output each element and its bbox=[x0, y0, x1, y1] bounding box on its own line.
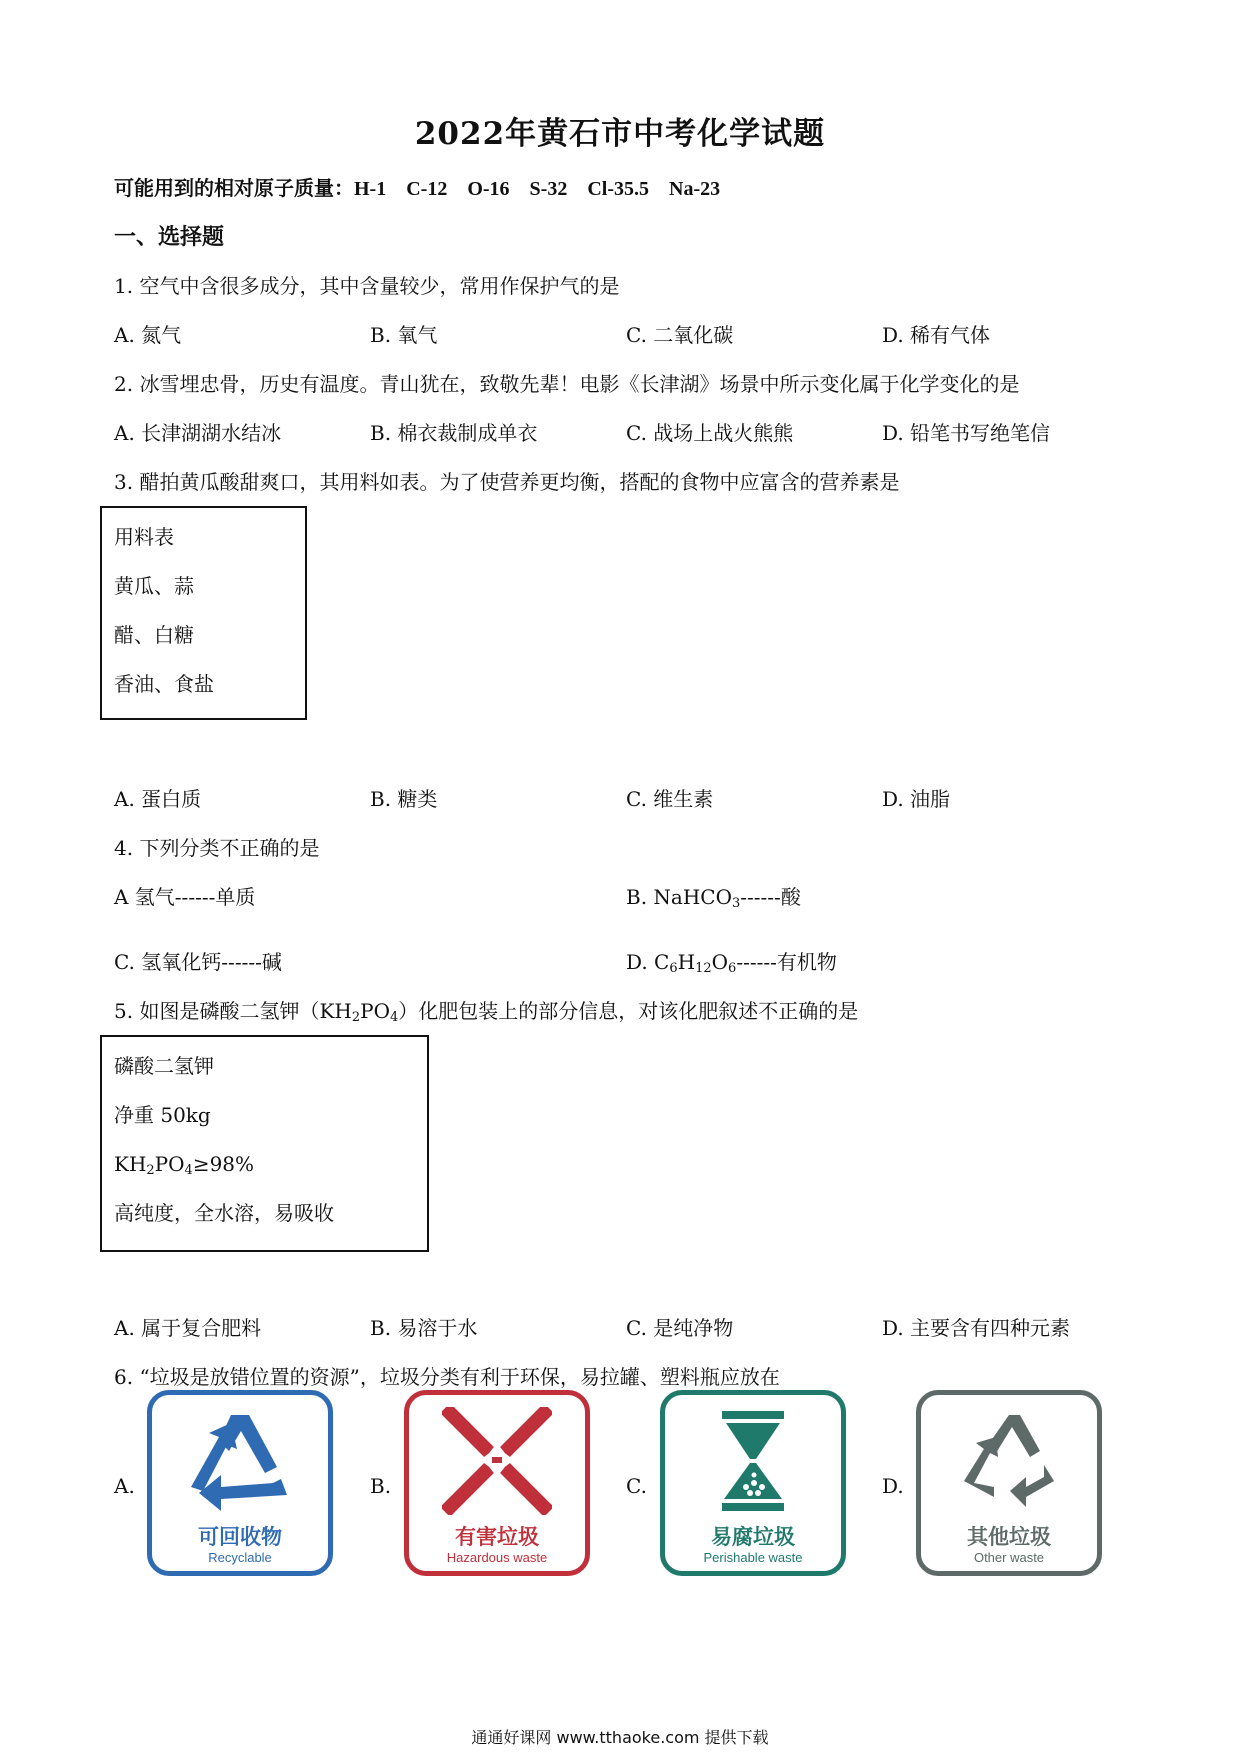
ingredient-row: 香油、食盐 bbox=[114, 672, 214, 696]
question-5-stem: 5. 如图是磷酸二氢钾$(KH_2PO_4)$化肥包装上的部分信息，对该化肥叙述不正确的是 bbox=[114, 999, 859, 1025]
bin-label-cn: 可回收物 bbox=[198, 1525, 282, 1549]
atomic-mass-c: C-12 bbox=[406, 178, 448, 200]
question-2-stem: 2. 冰雪埋忠骨，历史有温度。青山犹在，致敬先辈！电影《长津湖》场景中所示变化属于化学变化的是 bbox=[114, 372, 1020, 396]
atomic-mass-cl: Cl-35.5 bbox=[587, 178, 650, 200]
question-5-options bbox=[114, 1312, 1114, 1342]
q1-option-b[interactable]: B. 氧气 bbox=[370, 323, 438, 347]
q1-option-a[interactable]: A. 氮气 bbox=[114, 323, 182, 347]
bin-label-en: Hazardous waste bbox=[446, 1550, 548, 1565]
question-4-options-row-1 bbox=[114, 881, 1114, 911]
q2-option-c[interactable]: C. 战场上战火熊熊 bbox=[626, 421, 794, 445]
q4-option-b[interactable]: B. NaHCO$_3$------酸 bbox=[626, 885, 801, 911]
q3-option-b[interactable]: B. 糖类 bbox=[370, 787, 438, 811]
bin-label-cn: 其他垃圾 bbox=[967, 1525, 1051, 1549]
q6-option-a-letter[interactable]: A. bbox=[114, 1474, 135, 1498]
q1-option-c[interactable]: C. 二氧化碳 bbox=[626, 323, 734, 347]
q4-option-a[interactable]: A 氢气------单质 bbox=[114, 885, 256, 909]
page-title: 2022年黄石市中考化学试题 bbox=[414, 116, 826, 152]
fertilizer-purity: $KH_2PO_4\ge 98\%$ bbox=[114, 1152, 255, 1178]
q5-option-c[interactable]: C. 是纯净物 bbox=[626, 1316, 734, 1340]
question-4-options-row-2 bbox=[114, 946, 1114, 976]
q6-option-a-recyclable-bin[interactable] bbox=[147, 1390, 333, 1576]
ingredient-row: 醋、白糖 bbox=[114, 623, 194, 647]
question-3-stem: 3. 醋拍黄瓜酸甜爽口，其用料如表。为了使营养更均衡，搭配的食物中应富含的营养素是 bbox=[114, 470, 900, 494]
q6-option-b-letter[interactable]: B. bbox=[370, 1474, 392, 1498]
recycle-arrows-icon bbox=[185, 1407, 295, 1515]
atomic-mass-s: S-32 bbox=[529, 178, 568, 200]
q2-option-d[interactable]: D. 铅笔书写绝笔信 bbox=[882, 421, 1051, 445]
fertilizer-net-weight: 净重 50kg bbox=[114, 1103, 211, 1127]
q3-option-a[interactable]: A. 蛋白质 bbox=[114, 787, 202, 811]
question-6-stem: 6. “垃圾是放错位置的资源”，垃圾分类有利于环保，易拉罐、塑料瓶应放在 bbox=[114, 1365, 780, 1389]
atomic-mass-na: Na-23 bbox=[669, 178, 721, 200]
bin-label-en: Perishable waste bbox=[703, 1550, 803, 1565]
question-1-options bbox=[114, 319, 1114, 349]
q6-option-d-letter[interactable]: D. bbox=[882, 1474, 904, 1498]
ingredient-row: 黄瓜、蒜 bbox=[114, 574, 194, 598]
fertilizer-label-box bbox=[100, 1035, 429, 1252]
ingredient-table bbox=[100, 506, 307, 720]
other-waste-icon bbox=[954, 1407, 1064, 1515]
question-2-options bbox=[114, 417, 1114, 447]
section-heading: 一、选择题 bbox=[114, 224, 225, 250]
q4-option-d[interactable]: D. $C_6H_{12}O_6------$有机物 bbox=[626, 950, 837, 976]
q3-option-d[interactable]: D. 油脂 bbox=[882, 787, 951, 811]
atomic-mass-o: O-16 bbox=[467, 178, 510, 200]
page-footer: 通通好课网 www.tthaoke.com 提供下载 bbox=[471, 1728, 769, 1747]
fertilizer-name: 磷酸二氢钾 bbox=[114, 1054, 214, 1078]
q3-option-c[interactable]: C. 维生素 bbox=[626, 787, 714, 811]
bin-label-en: Other waste bbox=[973, 1550, 1045, 1565]
q2-option-b[interactable]: B. 棉衣裁制成单衣 bbox=[370, 421, 538, 445]
waste-bin-options bbox=[114, 1390, 1114, 1585]
ingredient-table-title: 用料表 bbox=[114, 525, 174, 549]
atomic-mass-label: 可能用到的相对原子质量： bbox=[114, 176, 354, 200]
question-1-stem: 1. 空气中含很多成分，其中含量较少，常用作保护气的是 bbox=[114, 274, 620, 298]
question-4-stem: 4. 下列分类不正确的是 bbox=[114, 836, 320, 860]
q2-option-a[interactable]: A. 长津湖湖水结冰 bbox=[114, 421, 282, 445]
q6-option-c-perishable-bin[interactable] bbox=[660, 1390, 846, 1576]
fertilizer-features: 高纯度，全水溶，易吸收 bbox=[114, 1201, 334, 1225]
bin-label-cn: 有害垃圾 bbox=[455, 1525, 539, 1549]
q5-option-b[interactable]: B. 易溶于水 bbox=[370, 1316, 478, 1340]
bin-label-cn: 易腐垃圾 bbox=[711, 1525, 795, 1549]
bin-label-en: Recyclable bbox=[208, 1550, 272, 1565]
q5-option-d[interactable]: D. 主要含有四种元素 bbox=[882, 1316, 1071, 1340]
hourglass-icon bbox=[698, 1407, 808, 1515]
q5-option-a[interactable]: A. 属于复合肥料 bbox=[114, 1316, 262, 1340]
q4-option-c[interactable]: C. 氢氧化钙------碱 bbox=[114, 950, 282, 974]
atomic-mass-h: H-1 bbox=[354, 178, 387, 200]
atomic-mass-line bbox=[114, 172, 720, 201]
q6-option-d-other-waste-bin[interactable] bbox=[916, 1390, 1102, 1576]
q6-option-c-letter[interactable]: C. bbox=[626, 1474, 647, 1498]
question-3-options bbox=[114, 783, 1114, 813]
q1-option-d[interactable]: D. 稀有气体 bbox=[882, 323, 991, 347]
hazard-cross-icon bbox=[442, 1407, 552, 1515]
q6-option-b-hazardous-bin[interactable] bbox=[404, 1390, 590, 1576]
